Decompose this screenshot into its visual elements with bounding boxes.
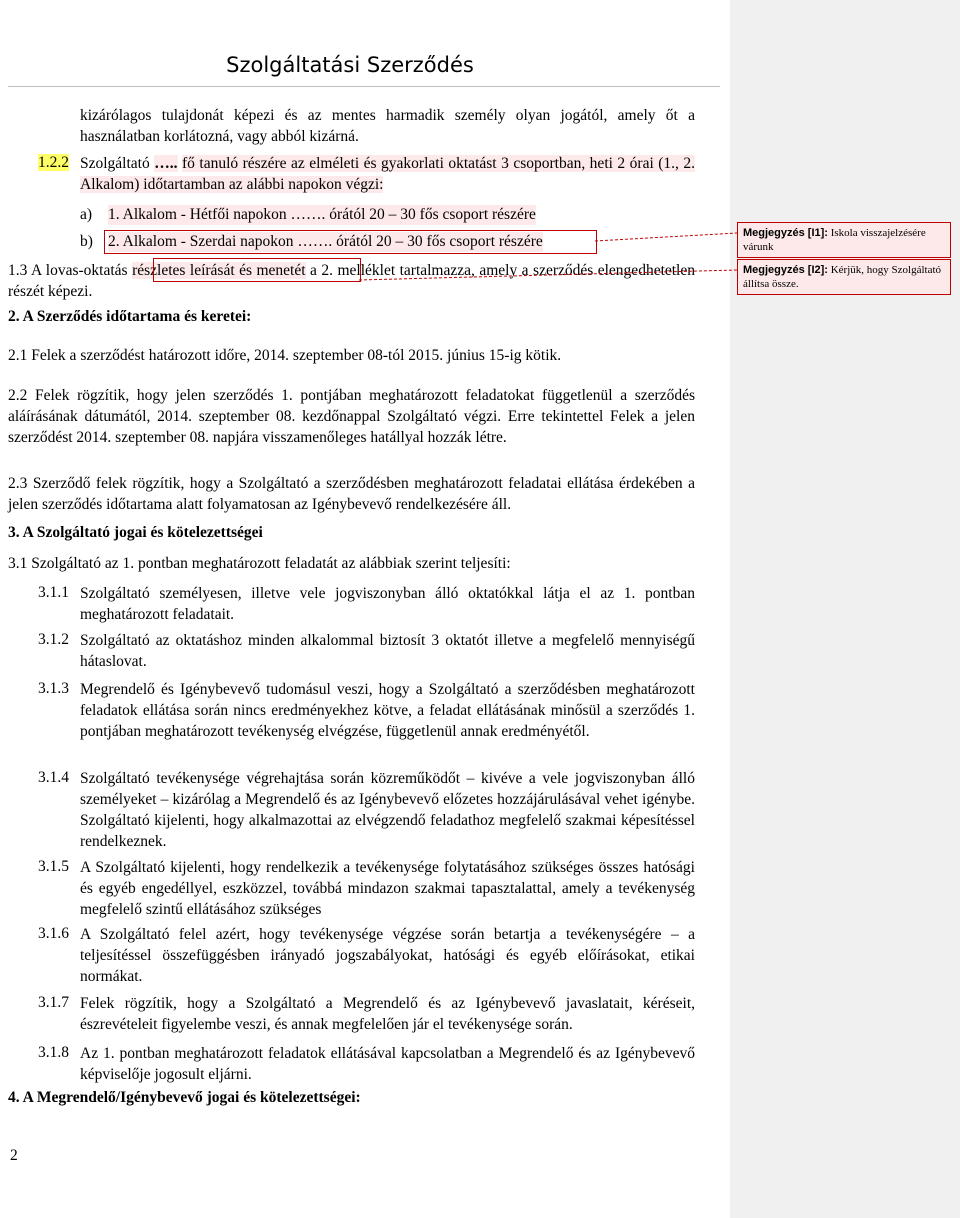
sub-number: 3.1.6 <box>38 925 69 942</box>
page-header-title: Szolgáltatási Szerződés <box>226 53 474 77</box>
section-heading-3: 3. A Szolgáltató jogai és kötelezettségei <box>8 524 263 541</box>
sub-text: Szolgáltató személyesen, illetve vele jogviszonyban álló oktatókkal látja el az 1. pontban meghatározott feladatait. <box>80 585 695 623</box>
comment-text: Iskola visszajelzésére várunk <box>743 227 926 253</box>
comments-margin <box>730 0 960 1218</box>
section-3-1: 3.1 Szolgáltató az 1. pontban meghatározott feladatát az alábbiak szerint teljesíti: <box>8 555 511 572</box>
section-2-3: 2.3 Szerződő felek rögzítik, hogy a Szolgáltató a szerződésben meghatározott feladatai ellátása érdekében a jelen szerződés időtartama alatt folyamatosan az Igénybevevő rendelkezésére áll. <box>8 475 695 513</box>
sub-number: 3.1.8 <box>38 1044 69 1061</box>
sub-number: 3.1.1 <box>38 584 69 601</box>
comment-text: Kérjük, hogy Szolgáltató állítsa össze. <box>743 264 942 290</box>
section-number-1-2-2: 1.2.2 <box>38 154 69 171</box>
comment-balloon-1[interactable] <box>737 222 951 258</box>
sub-text: Felek rögzítik, hogy a Szolgáltató a Megrendelő és az Igénybevevő javaslatait, kéréseit, észrevételeit figyelembe veszi, és annak megfelelően jár el tevékenysége során. <box>80 995 695 1033</box>
comment-balloon-2[interactable] <box>737 259 951 295</box>
sub-text: A Szolgáltató kijelenti, hogy rendelkezik a tevékenysége folytatásához szükséges összes hatósági és egyéb engedéllyel, eszközzel, továbbá mindazon szakmai tapasztalattal, amely a tevékenység megfelelő szintű ellátásához szükséges <box>80 859 695 918</box>
sub-text: Szolgáltató az oktatáshoz minden alkalommal biztosít 3 oktatót illetve a megfelelő mennyiségű hátaslovat. <box>80 632 695 670</box>
comment-label: Megjegyzés [I1]: <box>743 227 828 239</box>
section-heading-2: 2. A Szerződés időtartama és keretei: <box>8 308 252 325</box>
section-2-2: 2.2 Felek rögzítik, hogy jelen szerződés 1. pontjában meghatározott feladatokat függetlenül a szerződés aláírásának dátumától, 2014. szeptember 08. kezdőnappal Szolgáltató végzi. Erre tekintettel Felek a jelen szerződést 2014. szeptember 08. napjára visszamenőleges hatállyal hozzák létre. <box>8 387 695 446</box>
sub-number: 3.1.3 <box>38 680 69 697</box>
sub-text: Az 1. pontban meghatározott feladatok ellátásával kapcsolatban a Megrendelő és az Igénybevevő képviselője jogosult eljárni. <box>80 1045 695 1083</box>
list-item-a-text: 1. Alkalom - Hétfői napokon ……. órától 20 – 30 fős csoport részére <box>108 206 536 223</box>
section-1-2-2-text: Szolgáltató ….. fő tanuló részére az elméleti és gyakorlati oktatást 3 csoportban, heti 2 órai (1., 2. Alkalom) időtartamban az alábbi napokon végzi: <box>80 155 696 193</box>
comment-label: Megjegyzés [I2]: <box>743 264 828 276</box>
intro-paragraph: kizárólagos tulajdonát képezi és az mentes harmadik személy olyan jogától, amely őt a használatban korlátozná, vagy abból kizárná. <box>80 107 695 145</box>
sub-number: 3.1.4 <box>38 769 69 786</box>
sub-text: A Szolgáltató felel azért, hogy tevékenysége végzése során betartja a tevékenységére – a teljesítéssel összefüggésben irányadó jogszabályokat, hatósági és egyéb előírásokat, etikai normákat. <box>80 926 695 985</box>
list-item-b-text: 2. Alkalom - Szerdai napokon ……. órától 20 – 30 fős csoport részére <box>108 233 543 250</box>
sub-number: 3.1.7 <box>38 994 69 1011</box>
sub-text: Megrendelő és Igénybevevő tudomásul veszi, hogy a Szolgáltató a szerződésben meghatározott feladatok ellátása során nincs eredményekhez kötve, a feladat ellátásának minősül a szerződés 1. pontjában meghatározott tevékenység elvégzése, függetlenül annak eredményétől. <box>80 681 695 740</box>
list-item-b-label: b) <box>80 233 93 250</box>
list-item-a-label: a) <box>80 206 93 223</box>
page-number: 2 <box>10 1147 18 1164</box>
sub-number: 3.1.2 <box>38 631 69 648</box>
header-divider <box>8 86 720 87</box>
section-heading-4: 4. A Megrendelő/Igénybevevő jogai és kötelezettségei: <box>8 1089 361 1106</box>
sub-number: 3.1.5 <box>38 858 69 875</box>
section-2-1: 2.1 Felek a szerződést határozott időre, 2014. szeptember 08-tól 2015. június 15-ig kötik. <box>8 347 562 364</box>
section-1-3: 1.3 A lovas-oktatás részletes leírását és menetét a 2. melléklet tartalmazza, amely a szerződés elengedhetetlen részét képezi. <box>8 262 695 300</box>
comment-connector-lines <box>590 225 740 285</box>
sub-text: Szolgáltató tevékenysége végrehajtása során közreműködőt – kivéve a vele jogviszonyban álló személyeket – kizárólag a Megrendelő és az Igénybevevő előzetes hozzájárulásával vehet igénybe. Szolgáltató kijelenti, hogy alkalmazottai az elvégzendő feladathoz megfelelő szakmai képesítéssel rendelkeznek. <box>80 770 695 850</box>
